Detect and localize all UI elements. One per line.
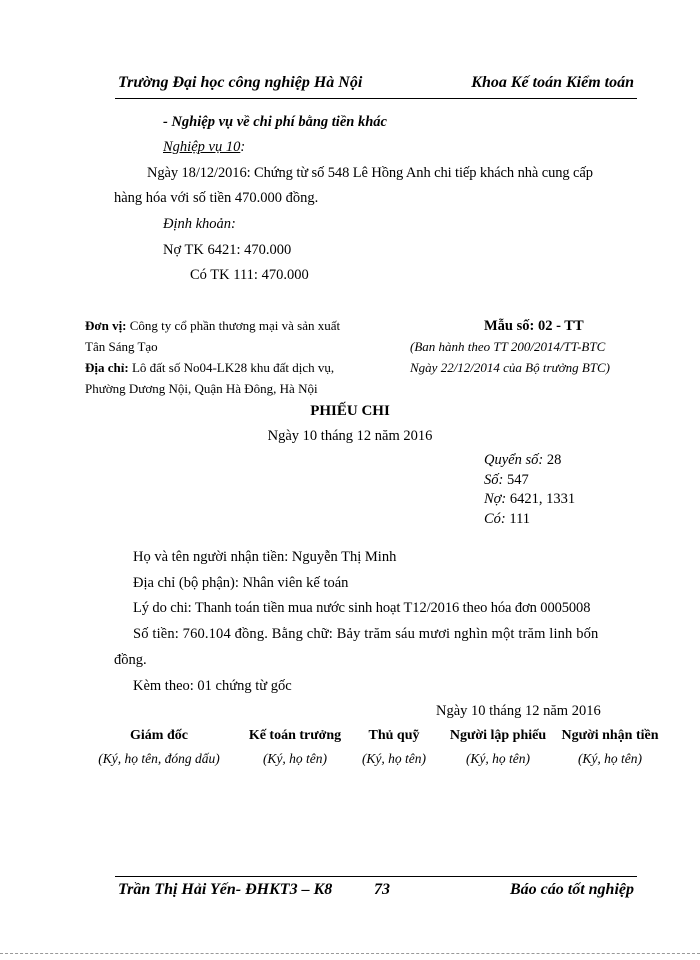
footer-author: Trần Thị Hải Yến- ĐHKT3 – K8 xyxy=(118,881,333,898)
signature-director xyxy=(86,728,232,767)
address-line-1 xyxy=(85,360,334,376)
signature-note: (Ký, họ tên, đóng dấu) xyxy=(98,751,220,766)
recipient-line: Họ và tên người nhận tiền: Nguyễn Thị Minh xyxy=(133,549,397,565)
signature-title: Người nhận tiền xyxy=(561,728,659,743)
form-note-2: Ngày 22/12/2014 của Bộ trưởng BTC) xyxy=(410,360,610,375)
form-number: Mẫu số: 02 - TT xyxy=(484,318,584,334)
voucher-number xyxy=(484,472,529,489)
signature-note: (Ký, họ tên) xyxy=(361,751,427,766)
footer-page-number: 73 xyxy=(374,881,390,898)
section-title: - Nghiệp vụ về chi phí bằng tiền khác xyxy=(163,114,387,130)
signature-chief-accountant xyxy=(240,728,350,767)
book-value: 28 xyxy=(546,452,562,468)
signature-note: (Ký, họ tên) xyxy=(262,751,328,766)
credit-value: 111 xyxy=(509,511,531,527)
address-value-2: Phường Dương Nội, Quận Hà Đông, Hà Nội xyxy=(85,381,318,396)
debit-label: Nợ: xyxy=(484,491,507,507)
operation-desc-1: Ngày 18/12/2016: Chứng từ số 548 Lê Hồng Anh chi tiếp khách nhà cung cấp xyxy=(147,165,593,181)
voucher-date: Ngày 10 tháng 12 năm 2016 xyxy=(267,428,433,444)
operation-label-text: Nghiệp vụ 10 xyxy=(163,139,241,155)
operation-label xyxy=(163,139,245,156)
unit-value-2: Tân Sáng Tạo xyxy=(85,339,158,354)
entry-credit: Có TK 111: 470.000 xyxy=(190,267,309,283)
signature-title: Giám đốc xyxy=(130,728,188,743)
signature-cashier xyxy=(350,728,438,767)
unit-line-1 xyxy=(85,318,340,334)
debit-value: 6421, 1331 xyxy=(509,491,576,507)
reason-line: Lý do chi: Thanh toán tiền mua nước sinh hoạt T12/2016 theo hóa đơn 0005008 xyxy=(133,600,591,616)
sign-date: Ngày 10 tháng 12 năm 2016 xyxy=(436,703,601,719)
footer-report: Báo cáo tốt nghiệp xyxy=(509,881,634,898)
signature-title: Kế toán trưởng xyxy=(248,728,342,743)
unit-label: Đơn vị: xyxy=(85,318,127,333)
signature-receiver xyxy=(554,728,666,767)
signature-note: (Ký, họ tên) xyxy=(577,751,643,766)
voucher-title: PHIẾU CHI xyxy=(310,403,390,419)
signature-title: Thủ quỹ xyxy=(368,728,420,743)
header-faculty: Khoa Kế toán Kiểm toán xyxy=(471,74,634,91)
address-label: Địa chỉ: xyxy=(85,360,129,375)
entry-label: Định khoản: xyxy=(163,216,236,232)
header-rule xyxy=(115,98,637,99)
signature-title: Người lập phiếu xyxy=(449,728,547,743)
department-line: Địa chỉ (bộ phận): Nhân viên kế toán xyxy=(133,575,349,591)
operation-colon: : xyxy=(240,139,246,155)
entry-debit: Nợ TK 6421: 470.000 xyxy=(163,242,292,258)
debit-accounts xyxy=(484,491,575,508)
header-school: Trường Đại học công nghiệp Hà Nội xyxy=(118,74,363,91)
attached-line: Kèm theo: 01 chứng từ gốc xyxy=(133,678,292,694)
unit-value-1: Công ty cổ phần thương mại và sản xuất xyxy=(129,318,341,333)
signature-preparer xyxy=(443,728,553,767)
address-value-1: Lô đất số No04-LK28 khu đất dịch vụ, xyxy=(131,360,335,375)
book-label: Quyển số: xyxy=(484,452,544,468)
signature-note: (Ký, họ tên) xyxy=(465,751,531,766)
page-bottom-dashed-line xyxy=(0,953,700,954)
number-value: 547 xyxy=(506,472,529,488)
amount-line-2: đồng. xyxy=(114,652,147,668)
credit-label: Có: xyxy=(484,511,506,527)
footer-rule xyxy=(115,876,637,877)
number-label: Số: xyxy=(484,472,504,488)
credit-accounts xyxy=(484,511,530,528)
form-note-1: (Ban hành theo TT 200/2014/TT-BTC xyxy=(410,339,606,354)
operation-desc-2: hàng hóa với số tiền 470.000 đồng. xyxy=(114,190,319,206)
amount-line-1: Số tiền: 760.104 đồng. Bằng chữ: Bảy trăm sáu mươi nghìn một trăm linh bốn xyxy=(133,626,599,642)
book-number xyxy=(484,452,561,469)
